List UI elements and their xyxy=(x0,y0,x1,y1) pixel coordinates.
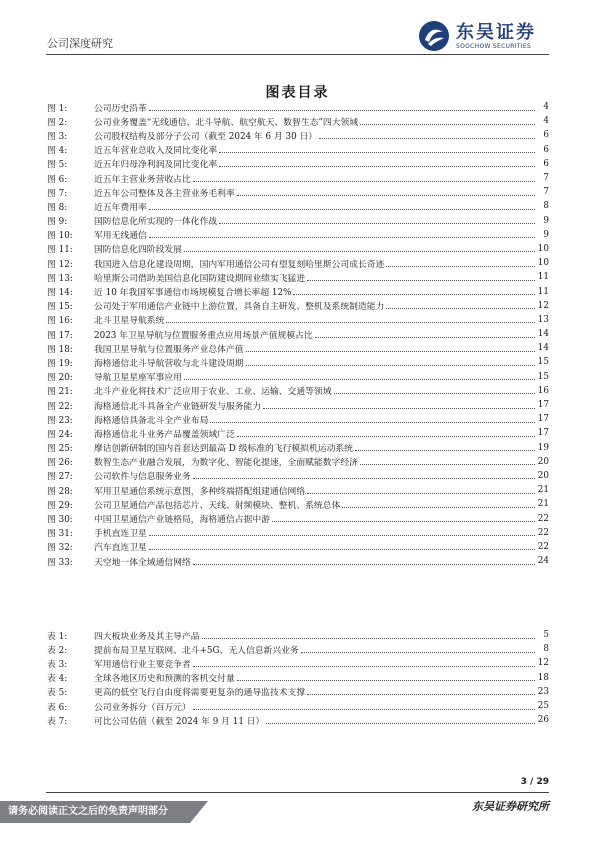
figure-entry-label: 图 7: xyxy=(47,188,68,199)
table-entry-label: 表 2: xyxy=(47,645,68,656)
table-entry[interactable] xyxy=(47,699,549,713)
figure-entry-title[interactable]: 北斗卫星导航系统 xyxy=(94,316,165,327)
dot-leader xyxy=(184,251,535,252)
dot-leader xyxy=(237,680,535,681)
table-entry-label: 表 1: xyxy=(47,631,68,642)
figure-entry-label: 图 11: xyxy=(47,245,73,256)
figure-entry[interactable] xyxy=(47,214,549,228)
dot-leader xyxy=(315,337,535,338)
figure-entry-page: 20 xyxy=(537,470,549,481)
figure-entry[interactable] xyxy=(47,497,549,511)
figure-entry[interactable] xyxy=(47,426,549,440)
figure-entry-label: 图 21: xyxy=(47,387,73,398)
figure-entry-label: 图 25: xyxy=(47,444,73,455)
figure-entry-label: 图 12: xyxy=(47,259,73,270)
dot-leader xyxy=(149,209,535,210)
dot-leader xyxy=(360,464,535,465)
figure-entry-title[interactable]: 公司处于军用通信产业链中上游位置，具备自主研发、整机及系统制造能力 xyxy=(94,302,385,313)
header-divider xyxy=(46,54,549,55)
report-type-label: 公司深度研究 xyxy=(47,37,113,50)
table-list xyxy=(47,628,549,727)
figure-entry-title[interactable]: 近五年归母净利润及同比变化率 xyxy=(94,160,218,171)
figure-entry[interactable] xyxy=(47,185,549,199)
figure-entry[interactable] xyxy=(47,469,549,483)
figure-entry[interactable] xyxy=(47,355,549,369)
figure-entry-page: 14 xyxy=(537,329,549,340)
figure-entry[interactable] xyxy=(47,171,549,185)
figure-entry-page: 22 xyxy=(537,541,549,552)
table-entry-title[interactable]: 军用通信行业主要竞争者 xyxy=(94,659,191,670)
figure-entry[interactable] xyxy=(47,299,549,313)
figure-entry[interactable] xyxy=(47,143,549,157)
dot-leader xyxy=(301,652,535,653)
figure-entry-title[interactable]: 海格通信北斗具备全产业链研发与服务能力 xyxy=(94,401,262,412)
table-entry[interactable] xyxy=(47,656,549,670)
figure-entry-page: 21 xyxy=(537,485,549,496)
figure-entry-title[interactable]: 数智生态产业融合发展，为数字化、智能化提速，全面赋能数字经济 xyxy=(94,458,358,469)
dot-leader xyxy=(193,181,535,182)
figure-entry[interactable] xyxy=(47,370,549,384)
table-entry-title[interactable]: 更高的低空飞行自由度将需要更复杂的通导监技术支撑 xyxy=(94,688,306,699)
figure-entry[interactable] xyxy=(47,242,549,256)
dot-leader xyxy=(166,322,535,323)
figure-entry-label: 图 30: xyxy=(47,515,73,526)
figure-entry-label: 图 9: xyxy=(47,217,68,228)
figure-entry-page: 17 xyxy=(537,428,549,439)
figure-entry-title[interactable]: 近五年公司整体及各主营业务毛利率 xyxy=(94,188,235,199)
figure-entry[interactable] xyxy=(47,341,549,355)
figure-entry-page: 20 xyxy=(537,456,549,467)
figure-entry[interactable] xyxy=(47,412,549,426)
dot-leader xyxy=(355,450,535,451)
dot-leader xyxy=(386,266,535,267)
dot-leader xyxy=(149,549,535,550)
figure-entry-label: 图 13: xyxy=(47,273,73,284)
dot-leader xyxy=(307,280,535,281)
dot-leader xyxy=(319,138,535,139)
figure-entry-page: 13 xyxy=(537,314,549,325)
dot-leader xyxy=(193,478,535,479)
toc-title: 图表目录 xyxy=(265,85,330,101)
institute-name: 东吴证券研究所 xyxy=(472,800,549,813)
figure-entry-title[interactable]: 我国卫星导航与位置服务产业总体产值 xyxy=(94,344,244,355)
figure-entry-label: 图 29: xyxy=(47,500,73,511)
figure-entry[interactable] xyxy=(47,398,549,412)
figure-entry-page: 24 xyxy=(537,556,549,567)
figure-entry-title[interactable]: 近五年营业总收入及同比变化率 xyxy=(94,146,218,157)
table-entry-label: 表 3: xyxy=(47,659,68,670)
page-number: 3 / 29 xyxy=(520,777,549,787)
figure-entry[interactable] xyxy=(47,199,549,213)
dot-leader xyxy=(237,195,535,196)
figure-entry[interactable] xyxy=(47,270,549,284)
figure-entry[interactable] xyxy=(47,511,549,525)
table-entry-title[interactable]: 公司业务拆分（百万元） xyxy=(94,702,191,713)
figure-entry-title[interactable]: 海格通信北斗导航营收与北斗建设周期 xyxy=(94,358,244,369)
logo-name-en: SOOCHOW SECURITIES xyxy=(456,42,532,50)
table-entry-label: 表 4: xyxy=(47,674,68,685)
table-entry[interactable] xyxy=(47,628,549,642)
figure-entry-title[interactable]: 导航卫星星座军事应用 xyxy=(94,373,182,384)
figure-entry[interactable] xyxy=(47,441,549,455)
figure-entry-label: 图 33: xyxy=(47,557,73,568)
figure-entry-label: 图 28: xyxy=(47,486,73,497)
figure-entry[interactable] xyxy=(47,455,549,469)
figure-entry-page: 12 xyxy=(537,300,549,311)
figure-entry-page: 9 xyxy=(543,215,549,226)
logo-name-cn: 东吴证券 xyxy=(456,21,536,43)
figure-entry-title[interactable]: 摩诘创新研制的国内首套达到最高 D 级标准的飞行模拟机运动系统 xyxy=(94,444,353,455)
figure-entry-page: 19 xyxy=(537,442,549,453)
dot-leader xyxy=(342,507,535,508)
figure-entry-title[interactable]: 天空地一体全域通信网络 xyxy=(94,557,191,568)
dot-leader xyxy=(266,723,535,724)
figure-entry-title[interactable]: 北斗产业化将技术广泛应用于农业、工业、运输、交通等领域 xyxy=(94,387,332,398)
dot-leader xyxy=(386,308,535,309)
dot-leader xyxy=(219,166,535,167)
table-entry-page: 18 xyxy=(537,672,549,683)
dot-leader xyxy=(293,294,535,295)
figure-entry-title[interactable]: 手机直连卫星 xyxy=(94,529,147,540)
figure-entry-title[interactable]: 国防信息化所实现的一体化作战 xyxy=(94,217,218,228)
figure-entry-title[interactable]: 近 10 年我国军事通信市场规模复合增长率超 12% xyxy=(94,288,292,299)
figure-entry-label: 图 27: xyxy=(47,472,73,483)
figure-entry-title[interactable]: 我国进入信息化建设周期，国内军用通信公司有望复刻哈里斯公司成长奇迹 xyxy=(94,259,385,270)
table-entry-page: 25 xyxy=(537,701,549,712)
figure-entry-label: 图 22: xyxy=(47,401,73,412)
figure-entry-label: 图 5: xyxy=(47,160,68,171)
table-entry-title[interactable]: 提前布局卫星互联网、北斗+5G、无人信息新兴业务 xyxy=(94,645,299,656)
figure-entry-title[interactable]: 哈里斯公司借助美国信息化国防建设期间业绩实飞猛进 xyxy=(94,273,306,284)
dot-leader xyxy=(193,564,535,565)
figure-entry-page: 4 xyxy=(543,116,549,127)
figure-entry-page: 7 xyxy=(543,173,549,184)
figure-entry-page: 8 xyxy=(543,201,549,212)
figure-entry-page: 16 xyxy=(537,385,549,396)
figure-entry-title[interactable]: 公司股权结构及部分子公司（截至 2024 年 6 月 30 日） xyxy=(94,131,318,142)
figure-entry-label: 图 32: xyxy=(47,543,73,554)
dot-leader xyxy=(237,436,535,437)
figure-entry[interactable] xyxy=(47,526,549,540)
table-entry[interactable] xyxy=(47,713,549,727)
dot-leader xyxy=(149,535,535,536)
dot-leader xyxy=(210,422,535,423)
figure-entry-label: 图 19: xyxy=(47,358,73,369)
dot-leader xyxy=(149,110,535,111)
dot-leader xyxy=(219,223,535,224)
figure-entry-label: 图 17: xyxy=(47,330,73,341)
dot-leader xyxy=(219,152,535,153)
table-entry-page: 8 xyxy=(543,644,549,655)
table-entry-page: 12 xyxy=(537,658,549,669)
dot-leader xyxy=(263,408,535,409)
figure-entry-title[interactable]: 中国卫星通信产业链格局，海格通信占据中游 xyxy=(94,515,270,526)
figure-entry-page: 4 xyxy=(543,102,549,113)
figure-entry-title[interactable]: 近五年主营业务营收占比 xyxy=(94,174,191,185)
table-entry-page: 5 xyxy=(543,630,549,641)
table-entry[interactable] xyxy=(47,671,549,685)
figure-entry-label: 图 2: xyxy=(47,117,68,128)
table-entry-page: 23 xyxy=(537,686,549,697)
figure-entry[interactable] xyxy=(47,483,549,497)
figure-entry-label: 图 20: xyxy=(47,373,73,384)
dot-leader xyxy=(307,493,535,494)
figure-entry-title[interactable]: 汽车直连卫星 xyxy=(94,543,147,554)
table-entry[interactable] xyxy=(47,685,549,699)
figure-entry-title[interactable]: 海格通信具备北斗全产业布局 xyxy=(94,415,209,426)
figure-entry-title[interactable]: 公司卫星通信产品包括芯片、天线、射频模块、整机、系统总体 xyxy=(94,500,341,511)
figure-entry-page: 6 xyxy=(543,144,549,155)
table-entry-title[interactable]: 全球各地区历史和预测的客机交付量 xyxy=(94,674,235,685)
figure-entry[interactable] xyxy=(47,256,549,270)
figure-entry-page: 22 xyxy=(537,513,549,524)
dot-leader xyxy=(246,351,535,352)
figure-entry-page: 10 xyxy=(537,243,549,254)
dot-leader xyxy=(193,666,535,667)
soochow-logo-icon xyxy=(418,20,450,52)
figure-entry-page: 17 xyxy=(537,400,549,411)
table-entry-label: 表 6: xyxy=(47,702,68,713)
figure-entry[interactable] xyxy=(47,554,549,568)
figure-entry-page: 15 xyxy=(537,371,549,382)
figure-entry-page: 6 xyxy=(543,130,549,141)
figure-entry[interactable] xyxy=(47,114,549,128)
figure-entry-label: 图 31: xyxy=(47,529,73,540)
figure-entry-page: 7 xyxy=(543,187,549,198)
dot-leader xyxy=(307,694,535,695)
disclaimer-banner: 请务必阅读正文之后的免责声明部分 xyxy=(0,801,190,823)
dot-leader xyxy=(360,124,535,125)
dot-leader xyxy=(246,365,535,366)
dot-leader xyxy=(184,379,535,380)
figure-entry[interactable] xyxy=(47,100,549,114)
figure-entry-label: 图 23: xyxy=(47,415,73,426)
figure-entry-page: 9 xyxy=(543,229,549,240)
figure-entry-page: 22 xyxy=(537,527,549,538)
company-logo xyxy=(418,15,558,57)
figure-entry[interactable] xyxy=(47,313,549,327)
figure-entry-title[interactable]: 公司历史沿革 xyxy=(94,103,147,114)
figure-entry-label: 图 10: xyxy=(47,231,73,242)
table-entry-label: 表 7: xyxy=(47,716,68,727)
figure-entry-title[interactable]: 军用无线通信 xyxy=(94,231,147,242)
table-entry-title[interactable]: 四大板块业务及其主导产品 xyxy=(94,631,200,642)
figure-entry[interactable] xyxy=(47,157,549,171)
dot-leader xyxy=(272,521,535,522)
figure-entry-label: 图 3: xyxy=(47,131,68,142)
table-entry[interactable] xyxy=(47,642,549,656)
figure-entry-page: 15 xyxy=(537,357,549,368)
figure-entry[interactable] xyxy=(47,228,549,242)
figure-entry-page: 11 xyxy=(537,272,549,283)
figure-list xyxy=(47,100,549,568)
figure-entry-label: 图 8: xyxy=(47,202,68,213)
figure-entry[interactable] xyxy=(47,384,549,398)
figure-entry-title[interactable]: 国防信息化四阶段发展 xyxy=(94,245,182,256)
table-entry-page: 26 xyxy=(537,715,549,726)
figure-entry[interactable] xyxy=(47,128,549,142)
table-entry-title[interactable]: 可比公司估值（截至 2024 年 9 月 11 日） xyxy=(94,716,265,727)
figure-entry[interactable] xyxy=(47,284,549,298)
table-entry-label: 表 5: xyxy=(47,688,68,699)
figure-entry[interactable] xyxy=(47,540,549,554)
figure-entry-label: 图 24: xyxy=(47,429,73,440)
footer-divider xyxy=(46,792,549,793)
figure-entry-label: 图 1: xyxy=(47,103,68,114)
figure-entry-label: 图 18: xyxy=(47,344,73,355)
figure-entry-page: 17 xyxy=(537,414,549,425)
figure-entry-page: 21 xyxy=(537,499,549,510)
figure-entry-title[interactable]: 2023 年卫星导航与位置服务重点应用场景产值规模占比 xyxy=(94,330,313,341)
dot-leader xyxy=(202,638,535,639)
figure-entry-page: 14 xyxy=(537,343,549,354)
figure-entry[interactable] xyxy=(47,327,549,341)
figure-entry-title[interactable]: 海格通信北斗业务产品覆盖领域广泛 xyxy=(94,429,235,440)
figure-entry-title[interactable]: 近五年费用率 xyxy=(94,202,147,213)
figure-entry-label: 图 15: xyxy=(47,302,73,313)
dot-leader xyxy=(334,393,535,394)
dot-leader xyxy=(149,237,535,238)
figure-entry-label: 图 4: xyxy=(47,146,68,157)
figure-entry-label: 图 6: xyxy=(47,174,68,185)
dot-leader xyxy=(193,709,535,710)
figure-entry-title[interactable]: 军用卫星通信系统示意图，多种终端搭配组建通信网络 xyxy=(94,486,306,497)
figure-entry-title[interactable]: 公司业务覆盖“无线通信、北斗导航、航空航天、数智生态”四大领域 xyxy=(94,117,359,128)
figure-entry-page: 10 xyxy=(537,258,549,269)
figure-entry-title[interactable]: 公司软件与信息服务业务 xyxy=(94,472,191,483)
figure-entry-label: 图 26: xyxy=(47,458,73,469)
figure-entry-page: 6 xyxy=(543,158,549,169)
figure-entry-label: 图 14: xyxy=(47,288,73,299)
figure-entry-page: 11 xyxy=(537,286,549,297)
figure-entry-label: 图 16: xyxy=(47,316,73,327)
